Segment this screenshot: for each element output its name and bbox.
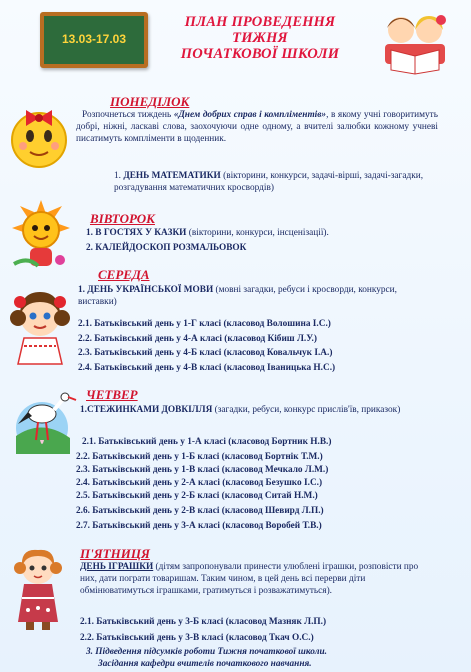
title-line-3: ПОЧАТКОВОЇ ШКОЛИ	[180, 46, 340, 62]
friday-summary-1: 3. Підведення підсумків роботи Тижня початкової школи.	[86, 647, 327, 657]
stork-icon	[12, 388, 78, 458]
monday-intro-italic: «Днем добрих справ і компліментів»	[173, 110, 327, 120]
monday-item-1-num: 1.	[114, 171, 121, 181]
tuesday-item-1-title: 1. В ГОСТЯХ У КАЗКИ	[86, 228, 187, 238]
tuesday-item-1	[86, 227, 329, 239]
wednesday-item-1-title: 1. ДЕНЬ УКРАЇНСЬКОЇ МОВИ	[78, 285, 214, 295]
monday-intro-suffix: , в якому учні говоритимуть добрі, ніжні, ласкаві слова, заохочуючи одне одному, а вчителі залюбки кожному учневі писатимуть компліменти в щоденник.	[76, 110, 438, 144]
sun-character-icon	[8, 198, 74, 272]
thursday-item-1	[80, 404, 428, 416]
friday-item-1-desc: (дітям запропонували принести улюблені іграшки, розповісти про них, дати пограти товаришам. Таким чином, в цей день всі перерви діти обмінюватимуться іграшками, гратимуться і розважатимуться).	[80, 562, 419, 596]
thursday-item-1-title: 1.СТЕЖИНКАМИ ДОВКІЛЛЯ	[80, 405, 213, 415]
friday-summary-2: Засідання кафедри вчителів початкового навчання.	[98, 659, 312, 669]
monday-item-1-desc: (вікторини, конкурси, задачі-вірші, задачі-загадки, розгадування математичних кросвордів)	[114, 171, 424, 193]
thursday-heading: ЧЕТВЕР	[86, 387, 138, 402]
tuesday-heading: ВІВТОРОК	[90, 211, 155, 226]
thursday-line: 2.7. Батьківський день у 3-А класі (класовод Воробей Т.В.)	[76, 521, 322, 531]
thursday-item-1-desc: (загадки, ребуси, конкурс прислів'їв, приказок)	[212, 405, 401, 415]
wednesday-line: 2.3. Батьківський день у 4-Б класі (класовод Ковальчук І.А.)	[78, 348, 333, 358]
monday-intro	[76, 109, 438, 145]
thursday-line: 2.3. Батьківський день у 1-В класі (класовод Мечкало Л.М.)	[76, 465, 329, 475]
dates-label: 13.03-17.03	[61, 32, 127, 46]
friday-heading: П'ЯТНИЦЯ	[80, 546, 150, 561]
smiley-bow-icon	[6, 100, 72, 172]
page-title	[150, 14, 370, 62]
title-line-1: ПЛАН ПРОВЕДЕННЯ	[184, 14, 336, 30]
wednesday-item-1	[78, 284, 428, 308]
wednesday-item-1-desc: (мовні загадки, ребуси і кросворди, конкурси, виставки)	[78, 285, 397, 307]
friday-line: 2.1. Батьківський день у 3-Б класі (класовод Мазняк Л.П.)	[80, 617, 327, 627]
thursday-line: 2.4. Батьківський день у 2-А класі (класовод Безушко І.С.)	[76, 478, 323, 488]
wednesday-line: 2.2. Батьківський день у 4-А класі (класовод Кібиш Л.У.)	[78, 334, 317, 344]
friday-item-1	[80, 561, 420, 597]
wednesday-line: 2.4. Батьківський день у 4-В класі (класовод Іваницька Н.С.)	[78, 363, 336, 373]
girl-character-icon	[6, 288, 74, 366]
chalkboard-icon	[40, 12, 148, 68]
thursday-line: 2.2. Батьківський день у 1-Б класі (класовод Бортнік Т.М.)	[76, 452, 323, 462]
thursday-line: 2.5. Батьківський день у 2-Б класі (класовод Ситай Н.М.)	[76, 491, 318, 501]
friday-line: 2.2. Батьківський день у 3-В класі (класовод Ткач О.С.)	[80, 633, 314, 643]
friday-item-1-title: ДЕНЬ ІГРАШКИ	[80, 562, 154, 572]
title-line-2: ТИЖНЯ	[232, 30, 288, 46]
reading-kids-icon	[375, 8, 455, 78]
doll-icon	[8, 546, 68, 632]
monday-item-1	[114, 170, 440, 194]
wednesday-line: 2.1. Батьківський день у 1-Г класі (класовод Волошина І.С.)	[78, 319, 331, 329]
monday-intro-prefix: Розпочнеться тиждень	[82, 110, 174, 120]
monday-item-1-title: ДЕНЬ МАТЕМАТИКИ	[123, 171, 221, 181]
wednesday-heading: СЕРЕДА	[98, 267, 150, 282]
tuesday-item-1-desc: (вікторини, конкурси, інсценізації).	[186, 228, 329, 238]
thursday-line: 2.1. Батьківський день у 1-А класі (класовод Бортник Н.В.)	[82, 437, 332, 447]
thursday-line: 2.6. Батьківський день у 2-В класі (класовод Шевирд Л.П.)	[76, 506, 324, 516]
monday-heading: ПОНЕДІЛОК	[110, 94, 190, 109]
tuesday-item-2: 2. КАЛЕЙДОСКОП РОЗМАЛЬОВОК	[86, 243, 247, 253]
